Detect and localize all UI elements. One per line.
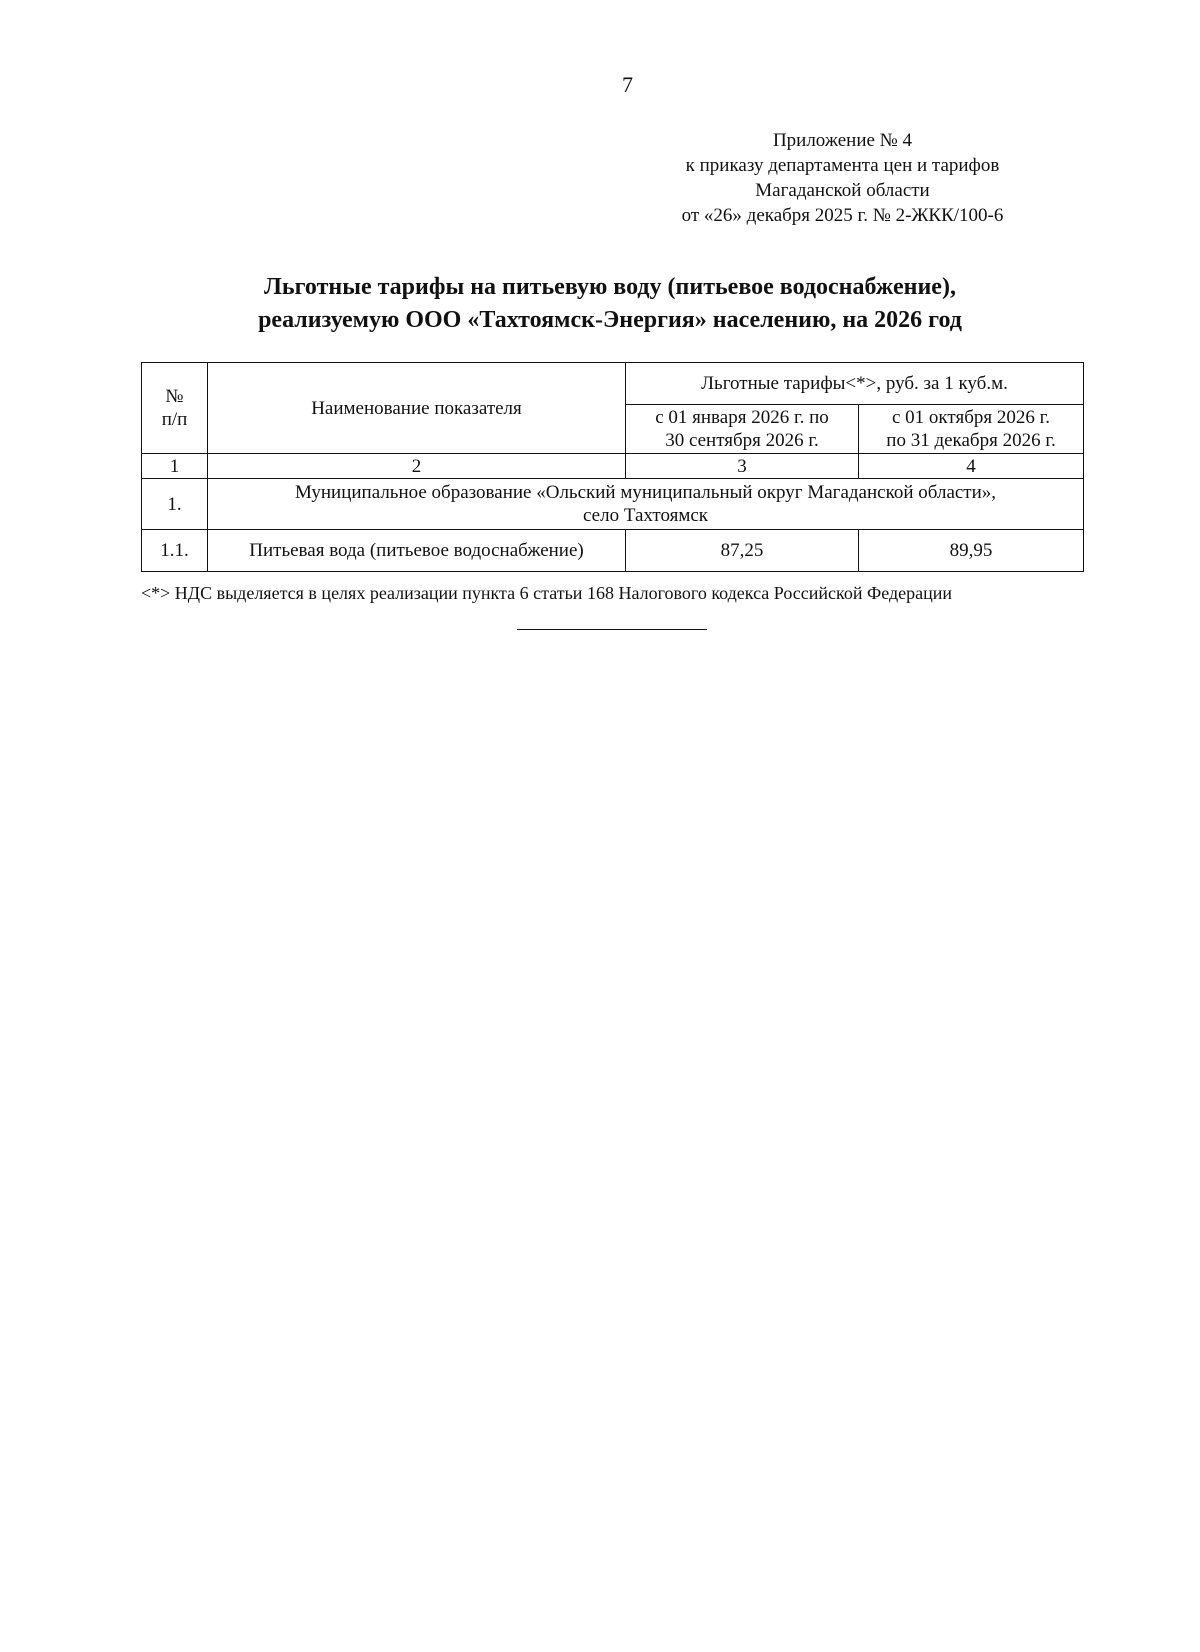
annex-line-3: Магаданской области <box>755 180 930 201</box>
group-name-line-1: Муниципальное образование «Ольский муниципальный округ Магаданской области», <box>294 482 997 503</box>
document-title <box>140 271 1080 337</box>
period-1-line-1: с 01 января 2026 г. по <box>655 407 829 428</box>
title-line-1: Льготные тарифы на питьевую воду (питьевое водоснабжение), <box>264 274 956 300</box>
annex-line-1: Приложение № 4 <box>772 130 913 151</box>
row-name: Питьевая вода (питьевое водоснабжение) <box>208 530 626 572</box>
header-number-cell <box>142 363 208 454</box>
header-number-abbr: п/п <box>161 409 188 430</box>
end-divider <box>517 629 707 630</box>
row-tariff-period-1: 87,25 <box>626 530 859 572</box>
group-name-line-2: село Тахтоямск <box>582 505 709 526</box>
column-number: 2 <box>208 454 626 479</box>
column-number: 3 <box>626 454 859 479</box>
row-tariff-period-2: 89,95 <box>859 530 1084 572</box>
table-header-row <box>142 363 1084 405</box>
column-number: 4 <box>859 454 1084 479</box>
header-period-1-cell <box>626 405 859 454</box>
header-tariffs-cell: Льготные тарифы<*>, руб. за 1 куб.м. <box>626 363 1084 405</box>
period-1-line-2: 30 сентября 2026 г. <box>665 430 819 451</box>
header-name-cell: Наименование показателя <box>208 363 626 454</box>
page-number: 7 <box>622 72 633 97</box>
annex-line-2: к приказу департамента цен и тарифов <box>685 155 1000 176</box>
column-numbers-row <box>142 454 1084 479</box>
header-number-symbol: № <box>165 386 184 407</box>
title-line-2: реализуемую ООО «Тахтоямск-Энергия» населению, на 2026 год <box>258 307 962 333</box>
period-2-line-2: по 31 декабря 2026 г. <box>886 430 1056 451</box>
group-name-cell <box>208 479 1084 530</box>
footnote: <*> НДС выделяется в целях реализации пункта 6 статьи 168 Налогового кодекса Российской Федерации <box>141 583 952 603</box>
period-2-line-1: с 01 октября 2026 г. <box>892 407 1051 428</box>
annex-line-4: от «26» декабря 2025 г. № 2-ЖКК/100-6 <box>681 205 1004 226</box>
row-number: 1.1. <box>142 530 208 572</box>
header-period-2-cell <box>859 405 1084 454</box>
column-number: 1 <box>142 454 208 479</box>
group-row <box>142 479 1084 530</box>
annex-block <box>600 128 1085 228</box>
table-row <box>142 530 1084 572</box>
tariffs-table <box>141 362 1084 572</box>
group-number: 1. <box>142 479 208 530</box>
